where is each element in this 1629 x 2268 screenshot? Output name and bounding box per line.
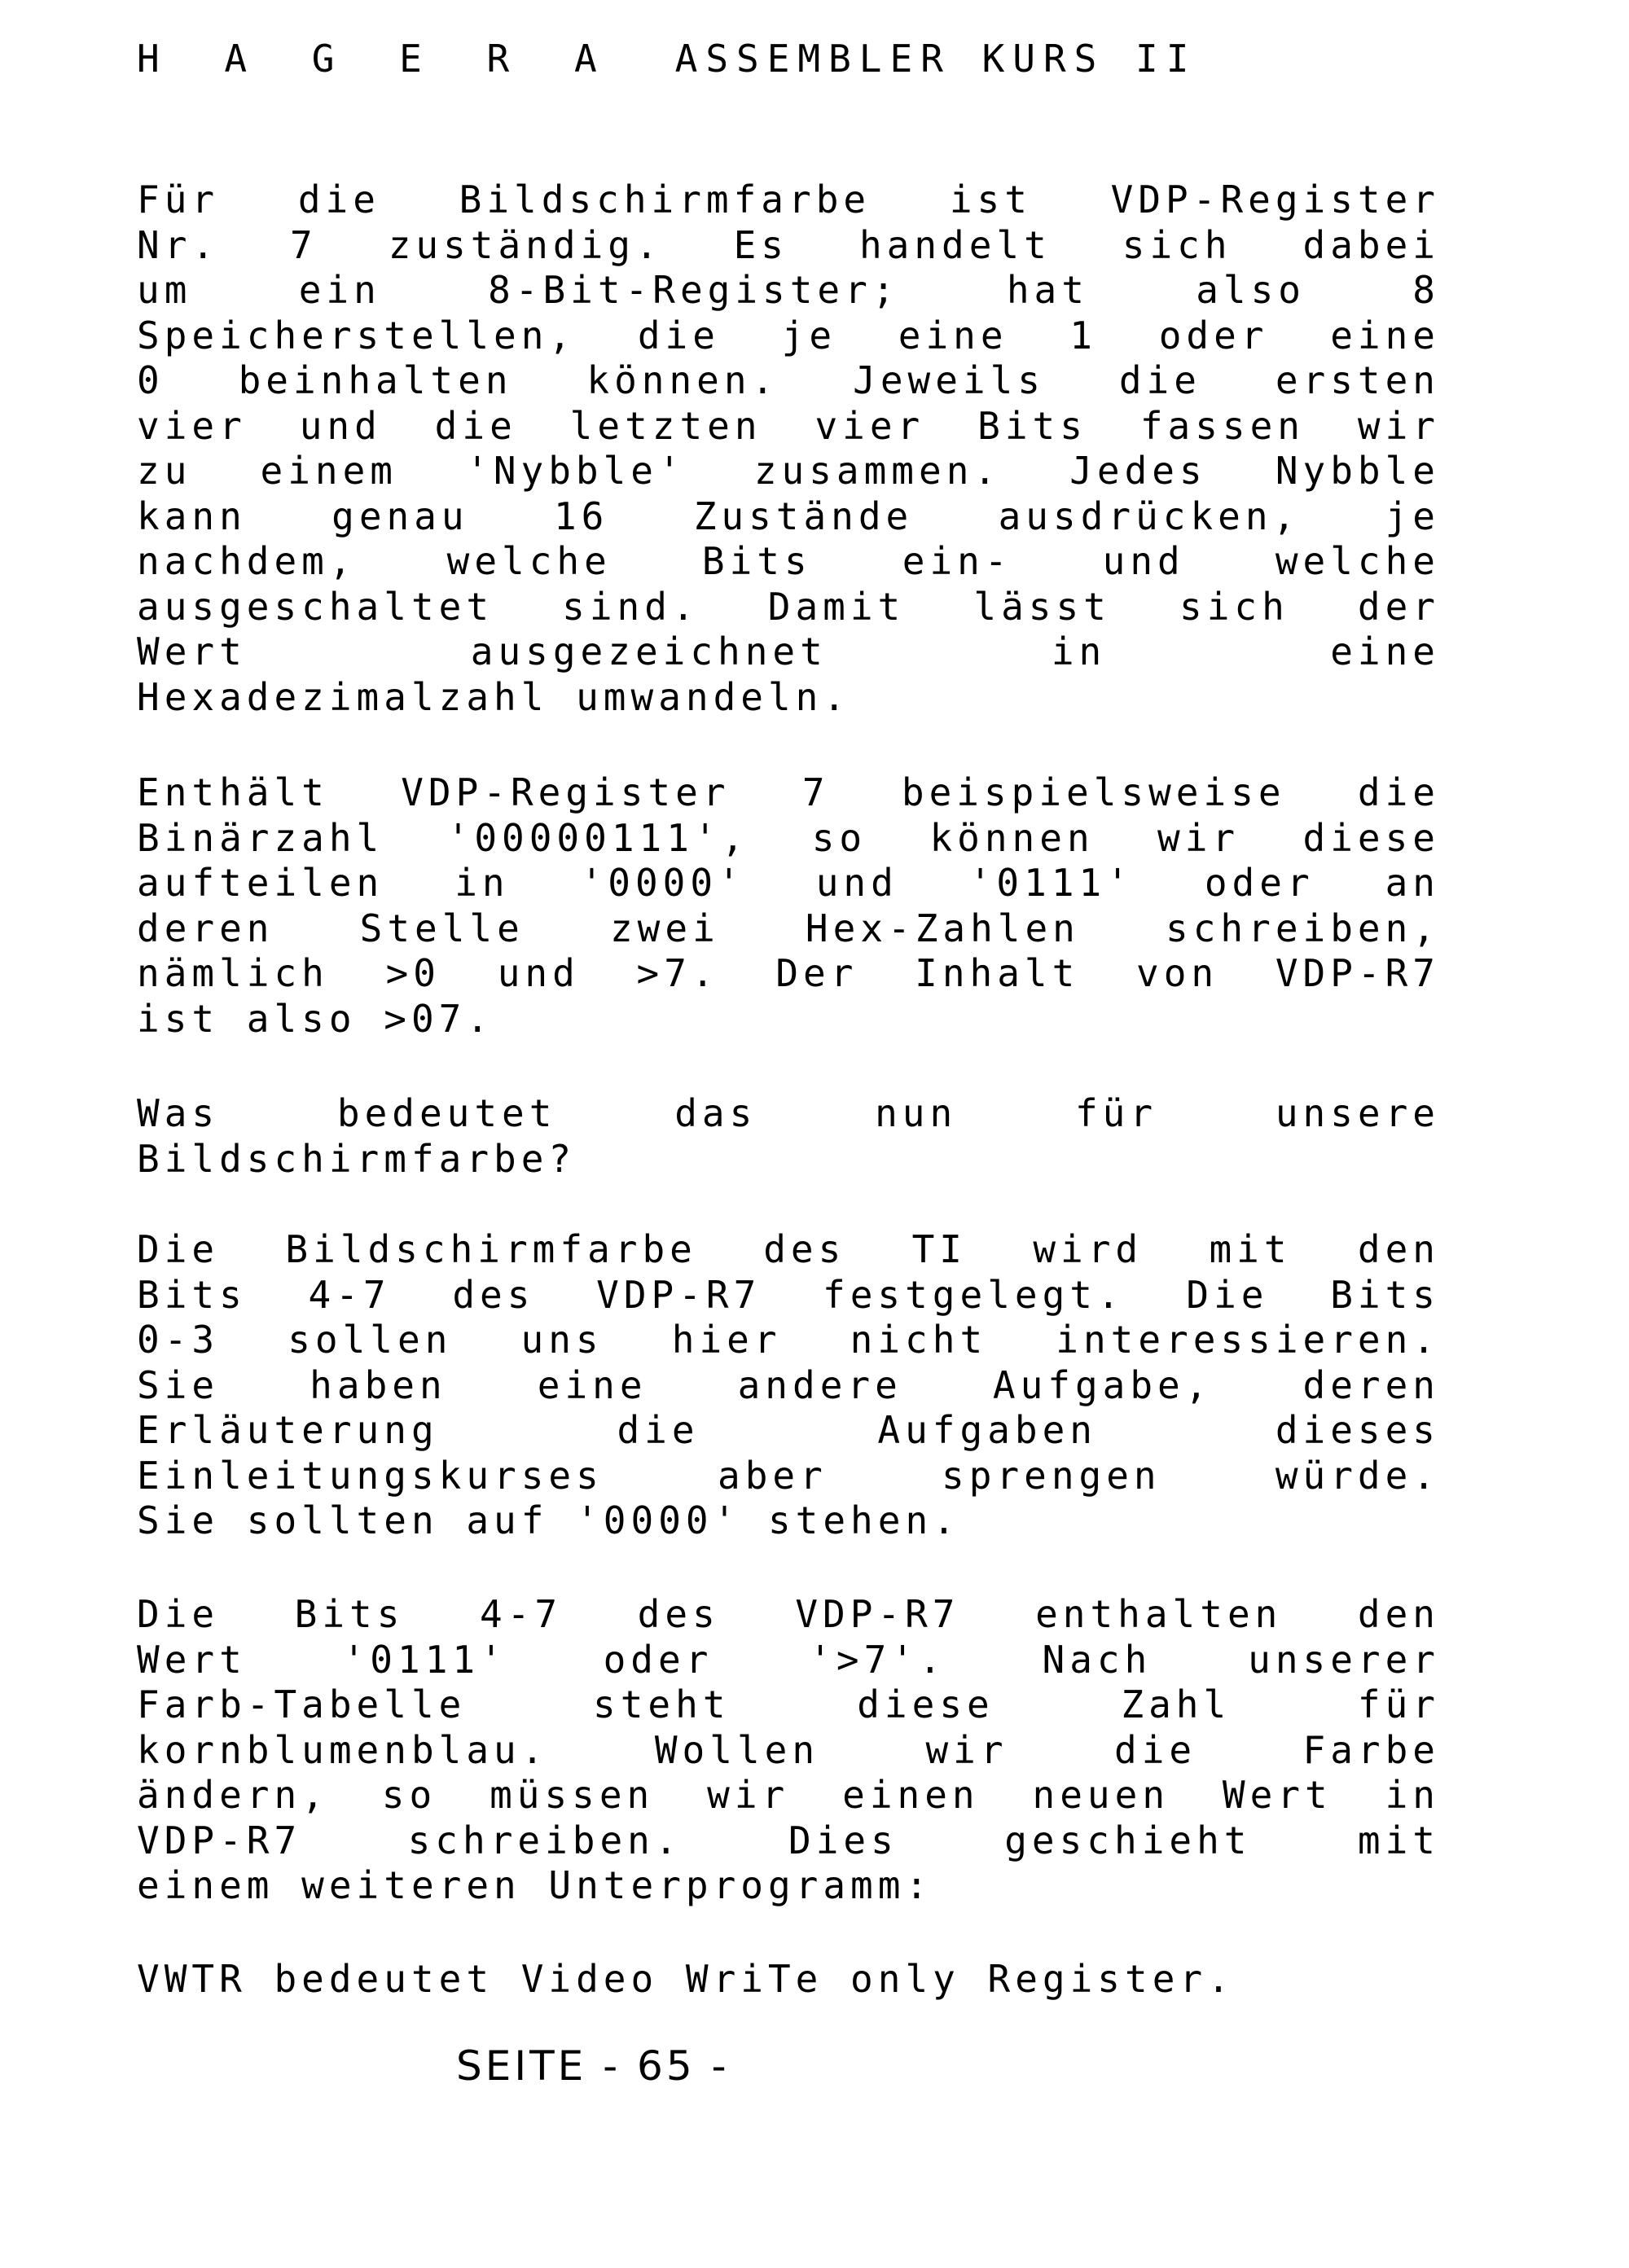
text-line: Sie sollten auf '0000' stehen.	[137, 1498, 960, 1542]
text-line: nämlich >0 und >7. Der Inhalt von VDP-R7	[137, 951, 1440, 995]
text-line: kornblumenblau. Wollen wir die Farbe	[137, 1727, 1440, 1772]
text-line: 0-3 sollen uns hier nicht interessieren.	[137, 1318, 1440, 1362]
header-brand: H A G E R A	[137, 37, 618, 81]
text-line: um ein 8-Bit-Register; hat also 8	[137, 268, 1440, 312]
text-line: deren Stelle zwei Hex-Zahlen schreiben,	[137, 906, 1440, 950]
text-line: nachdem, welche Bits ein- und welche	[137, 539, 1440, 583]
text-line: VDP-R7 schreiben. Dies geschieht mit	[137, 1818, 1440, 1862]
paragraph-question	[137, 1091, 1440, 1182]
text-line: Bits 4-7 des VDP-R7 festgelegt. Die Bits	[137, 1272, 1440, 1317]
text-line: Sie haben eine andere Aufgabe, deren	[137, 1362, 1440, 1407]
paragraph-color-value	[137, 1592, 1440, 1909]
text-line: Einleitungskurses aber sprengen würde.	[137, 1453, 1440, 1498]
text-line: VWTR bedeutet Video WriTe only Register.	[137, 1957, 1235, 2001]
page-number: SEITE - 65 -	[456, 2042, 730, 2090]
text-line: Farb-Tabelle steht diese Zahl für	[137, 1682, 1440, 1726]
paragraph-binary-example	[137, 770, 1440, 1042]
text-line: zu einem 'Nybble' zusammen. Jedes Nybble	[137, 449, 1440, 493]
text-line: kann genau 16 Zustände ausdrücken, je	[137, 494, 1440, 538]
text-line: vier und die letzten vier Bits fassen wir	[137, 403, 1440, 448]
header-title: ASSEMBLER KURS II	[674, 37, 1197, 81]
text-line: ändern, so müssen wir einen neuen Wert in	[137, 1773, 1440, 1817]
text-line: einem weiteren Unterprogramm:	[137, 1863, 933, 1907]
text-line: Wert ausgezeichnet in eine	[137, 630, 1440, 673]
page-header	[137, 33, 1197, 85]
text-line: Wert '0111' oder '>7'. Nach unserer	[137, 1637, 1440, 1682]
text-line: Bildschirmfarbe?	[137, 1136, 577, 1181]
text-line: Für die Bildschirmfarbe ist VDP-Register	[137, 178, 1440, 222]
text-line: aufteilen in '0000' und '0111' oder an	[137, 861, 1440, 905]
text-line: Hexadezimalzahl umwandeln.	[137, 674, 851, 719]
paragraph-screen-color-bits	[137, 1227, 1440, 1544]
text-line: Nr. 7 zuständig. Es handelt sich dabei	[137, 222, 1440, 267]
text-line: Binärzahl '00000111', so können wir diese	[137, 815, 1440, 860]
text-line: Enthält VDP-Register 7 beispielsweise die	[137, 770, 1440, 814]
text-line: Die Bits 4-7 des VDP-R7 enthalten den	[137, 1592, 1440, 1636]
text-line: ausgeschaltet sind. Damit lässt sich der	[137, 584, 1440, 629]
text-line: 0 beinhalten können. Jeweils die ersten	[137, 358, 1440, 402]
text-line: Die Bildschirmfarbe des TI wird mit den	[137, 1227, 1440, 1271]
text-line: Speicherstellen, die je eine 1 oder eine	[137, 313, 1440, 358]
text-line: ist also >07.	[137, 996, 494, 1041]
paragraph-register-intro	[137, 178, 1440, 720]
text-line: Erläuterung die Aufgaben dieses	[137, 1408, 1440, 1452]
paragraph-vwtr-definition	[137, 1957, 1440, 2003]
text-line: Was bedeutet das nun für unsere	[137, 1091, 1440, 1135]
